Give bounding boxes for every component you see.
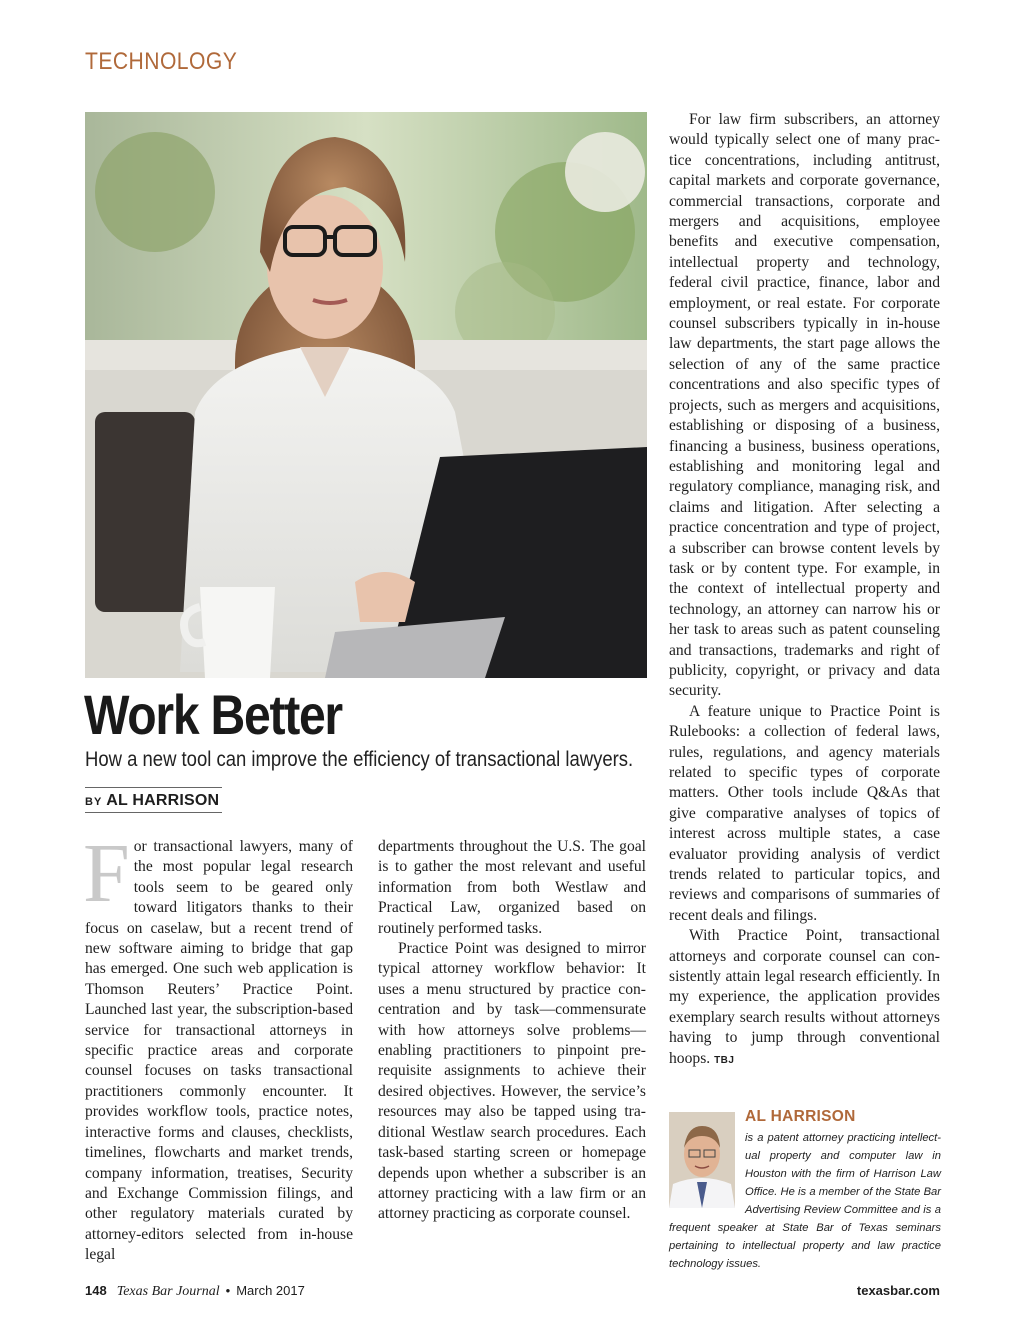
journal-name: Texas Bar Journal <box>116 1284 220 1299</box>
paragraph-text: With Practice Point, transactional attorneys and corporate counsel can consistently attain legal research efficiently. In my experience, the application provides exemplary search results without attorneys having to jump through conventional hoops. <box>669 927 940 1067</box>
author-bio <box>669 1129 941 1273</box>
article-column-2 <box>378 837 646 1225</box>
article-photo <box>85 112 647 678</box>
page-number: 148 <box>85 1283 107 1298</box>
paragraph: Practice Point was designed to mirror typical attorney workflow behavior: It uses a menu structured by practice concentration and by task—commensurate with how attorneys solve problems—enabling practitioners to pinpoint prerequisite assignments to achieve their desired objectives. However, the service’s resources may also be tapped using traditional Westlaw search procedures. Each task-based starting screen or homepage depends upon whether a subscriber is an attorney practicing with a law firm or an attorney practicing as corporate counsel. <box>378 940 646 1223</box>
paragraph <box>669 926 940 1071</box>
headline: Work Better <box>84 683 342 746</box>
byline-rule-top <box>85 787 222 788</box>
paragraph <box>83 827 353 1266</box>
drop-cap: F <box>83 827 130 920</box>
article-column-1 <box>83 827 353 1266</box>
article-column-3 <box>669 110 940 1071</box>
footer-left <box>85 1283 305 1300</box>
section-label: TECHNOLOGY <box>85 48 238 75</box>
footer-separator: • <box>225 1283 231 1298</box>
paragraph: departments throughout the U.S. The goal is to gather the most relevant and useful information from both Westlaw and Practical Law, organized based on routinely performed tasks. <box>378 838 646 937</box>
paragraph-text: or transactional lawyers, many of the most popular legal research tools seem to be geared only toward litigators thanks to their focus on caselaw, but a recent trend of new software aiming to bridge that gap has emerged. One such web application is Thomson Reuters’ Practice Point. Launched last year, the subscription-based service for transactional attorneys in specific practice areas and corporate counsel focuses on tasks transactional practitioners commonly encounter. It provides workflow tools, practice notes, interactive forms and clauses, checklists, timelines, flowcharts and market trends, company information, treatises, Security and Exchange Commission filings, and other regulatory materials curated by attorney-editors selected from in-house legal <box>85 838 353 1264</box>
bio-text: is a patent attorney practicing intellectual property and computer law in Houston with the firm of Harrison Law Office. He is a member of the State Bar Advertising Review Committee and is a frequent speaker at State Bar of Texas seminars pertaining to intellectual property and law practice technology issues. <box>669 1132 941 1270</box>
end-mark: TBJ <box>714 1054 735 1066</box>
byline-prefix: BY <box>85 796 103 808</box>
footer-website: texasbar.com <box>856 1283 940 1298</box>
subheadline: How a new tool can improve the efficiency of transactional lawyers. <box>85 748 634 771</box>
byline-rule-bottom <box>85 812 222 813</box>
byline <box>85 792 219 811</box>
issue-date: March 2017 <box>236 1283 305 1298</box>
bio-name: AL HARRISON <box>745 1108 856 1125</box>
paragraph: A feature unique to Practice Point is Rulebooks: a collection of federal laws, rules, regulations, and agency materials related to specific types of corporate matters. Other tools include Q&As that give comparative analyses of topics of interest across multiple states, a case evaluator providing analysis of verdict trends related to particular topics, and reviews and comparisons of summaries of recent deals and filings. <box>669 702 940 924</box>
paragraph: For law firm subscribers, an attorney would typically select one of many practice concentrations, including antitrust, capital markets and corporate governance, commercial transactions, corporate and mergers and acquisitions, employee benefits and executive compensation, intellectual property and technology, federal civil practice, finance, labor and employment, or real estate. For corporate counsel subscribers typically in in-house law departments, the start page allows the selection of any of the same practice concentrations and also specific types of projects, such as mergers and acquisitions, establishing or disposing of a business, financing a business, business operations, establishing and monitoring legal and regulatory compliance, managing risk, and claims and litigation. After selecting a practice concentration and type of project, a subscriber can browse content levels by task or by content type. For example, in the context of intellectual property and technology, an attorney can narrow his or her task to areas such as patent counseling and transactions, trademarks and right of publicity, copyright, or privacy and data security. <box>669 111 940 700</box>
byline-author: AL HARRISON <box>106 792 220 809</box>
